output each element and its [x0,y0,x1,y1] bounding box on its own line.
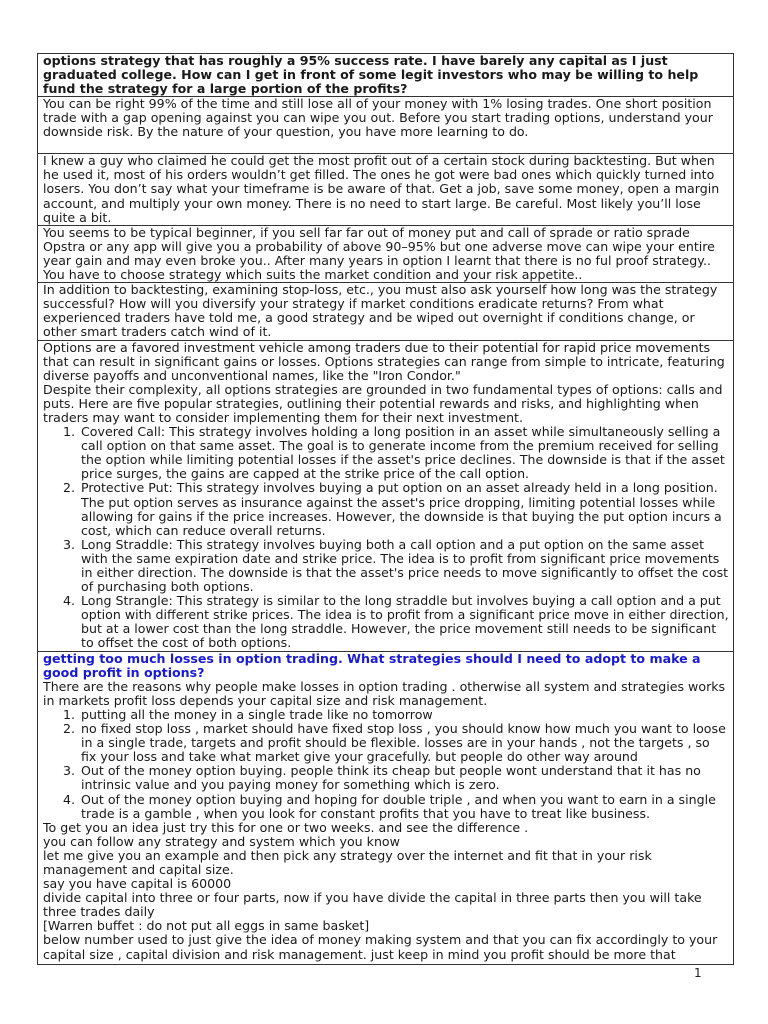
answer-row [38,225,734,282]
reasons-list [43,708,729,821]
list-item: 2. Protective Put: This strategy involves buying a put option on an asset already held in a long position. The put option serves as insurance against the asset's price dropping, limiting potential losses while allowing for gains if the price increases. However, the downside is that buying the put option incurs a cost, which can reduce overall returns. [79,481,729,537]
text-line: say you have capital is 60000 [43,876,232,892]
answer-row [38,283,734,340]
paragraph: Despite their complexity, all options strategies are grounded in two fundamental types of options: calls and puts. Here are five popular strategies, outlining their potential rewards and risks, and highlighting when traders may want to consider implementing them for their next investment. [43,381,723,425]
list-item: 1. Covered Call: This strategy involves holding a long position in an asset while simultaneously selling a call option on that same asset. The goal is to generate income from the premium received for selling the option while limiting potential losses if the asset's price declines. The downside is that if the asset price surges, the gains are capped at the strike price of the call option. [79,425,729,481]
list-item: 4. Long Strangle: This strategy is similar to the long straddle but involves buying a call option and a put option with different strike prices. The idea is to profit from a significant price move in either direction, but at a lower cost than the long straddle. However, the price movement still needs to be significant to offset the cost of both options. [79,594,729,650]
list-item: 3. Out of the money option buying. people think its cheap but people wont understand that it has no intrinsic value and you paying money for something which is zero. [79,764,729,792]
list-item: 3. Long Straddle: This strategy involves buying both a call option and a put option on the same asset with the same expiration date and strike price. The idea is to profit from significant price movements in either direction. The downside is that the asset's price needs to move significantly to offset the cost of purchasing both options. [79,538,729,594]
text-line: you can follow any strategy and system which you know [43,833,400,849]
question-row [38,54,734,97]
qa-table [37,53,734,965]
page-number: 1 [694,966,702,980]
list-item: 2. no fixed stop loss , market should have fixed stop loss , you should know how much you want to loose in a single trade, targets and profit should be flexible. losses are in your hands , not the targets , so fix your loss and take what market give your gracefully. but people do other way around [79,722,729,764]
answer-cell-6 [38,651,734,964]
list-item: 1. putting all the money in a single trade like no tomorrow [79,708,729,722]
text-line: divide capital into three or four parts, now if you have divide the capital in three parts then you will take three trades daily [43,890,702,920]
answer-row [38,651,734,964]
question-heading: getting too much losses in option trading. What strategies should I need to adopt to make a good profit in options? [43,651,701,680]
answer-row [38,340,734,651]
text-line: To get you an idea just try this for one or two weeks. and see the difference . [43,819,529,835]
answer-cell-5 [38,340,734,651]
paragraph: There are the reasons why people make losses in option trading . otherwise all system and strategies works in markets profit loss depends your capital size and risk management. [43,678,726,708]
text-line: below number used to just give the idea of money making system and that you can fix accordingly to your capital size , capital division and risk management. just keep in mind you profit should be more that [43,932,718,962]
answer-text-1: You can be right 99% of the time and still lose all of your money with 1% losing trades. One short position trade with a gap opening against you can wipe you out. Before you start trading options, understand your downside risk. By the nature of your question, you have more learning to do. [38,97,734,154]
answer-text-2: I knew a guy who claimed he could get the most profit out of a certain stock during backtesting. But when he used it, most of his orders wouldn’t get filled. The ones he got were bad ones which quickly turned into losers. You don’t say what your timeframe is be aware of that. Get a job, save some money, open a margin account, and multiply your own money. There is no need to start large. Be careful. Most likely you’ll lose quite a bit. [38,154,734,225]
strategy-list [43,425,729,651]
list-item: 4. Out of the money option buying and hoping for double triple , and when you want to earn in a single trade is a gamble , when you look for constant profits that you have to treat like business. [79,793,729,821]
text-line: let me give you an example and then pick any strategy over the internet and fit that in your risk management and capital size. [43,847,652,877]
document-page [37,53,734,965]
question-text: options strategy that has roughly a 95% success rate. I have barely any capital as I just graduated college. How can I get in front of some legit investors who may be willing to help fund the strategy for a large portion of the profits? [38,54,734,97]
answer-text-3: You seems to be typical beginner, if you sell far far out of money put and call of sprade or ratio sprade Opstra or any app will give you a probability of above 90–95% but one adverse move can wipe your entire year gain and may even broke you.. After many years in option I learnt that there is no ful proof strategy.. You have to choose strategy which suits the market condition and your risk appetite.. [38,225,734,282]
text-line: [Warren buffet : do not put all eggs in same basket] [43,918,370,934]
answer-row [38,154,734,225]
paragraph: Options are a favored investment vehicle among traders due to their potential for rapid price movements that can result in significant gains or losses. Options strategies can range from simple to intricate, featuring diverse payoffs and unconventional names, like the "Iron Condor." [43,340,725,383]
answer-text-4: In addition to backtesting, examining stop-loss, etc., you must also ask yourself how long was the strategy successful? How will you diversify your strategy if market conditions eradicate returns? From what experienced traders have told me, a good strategy and be wiped out overnight if conditions change, or other smart traders catch wind of it. [38,283,734,340]
answer-row [38,97,734,154]
